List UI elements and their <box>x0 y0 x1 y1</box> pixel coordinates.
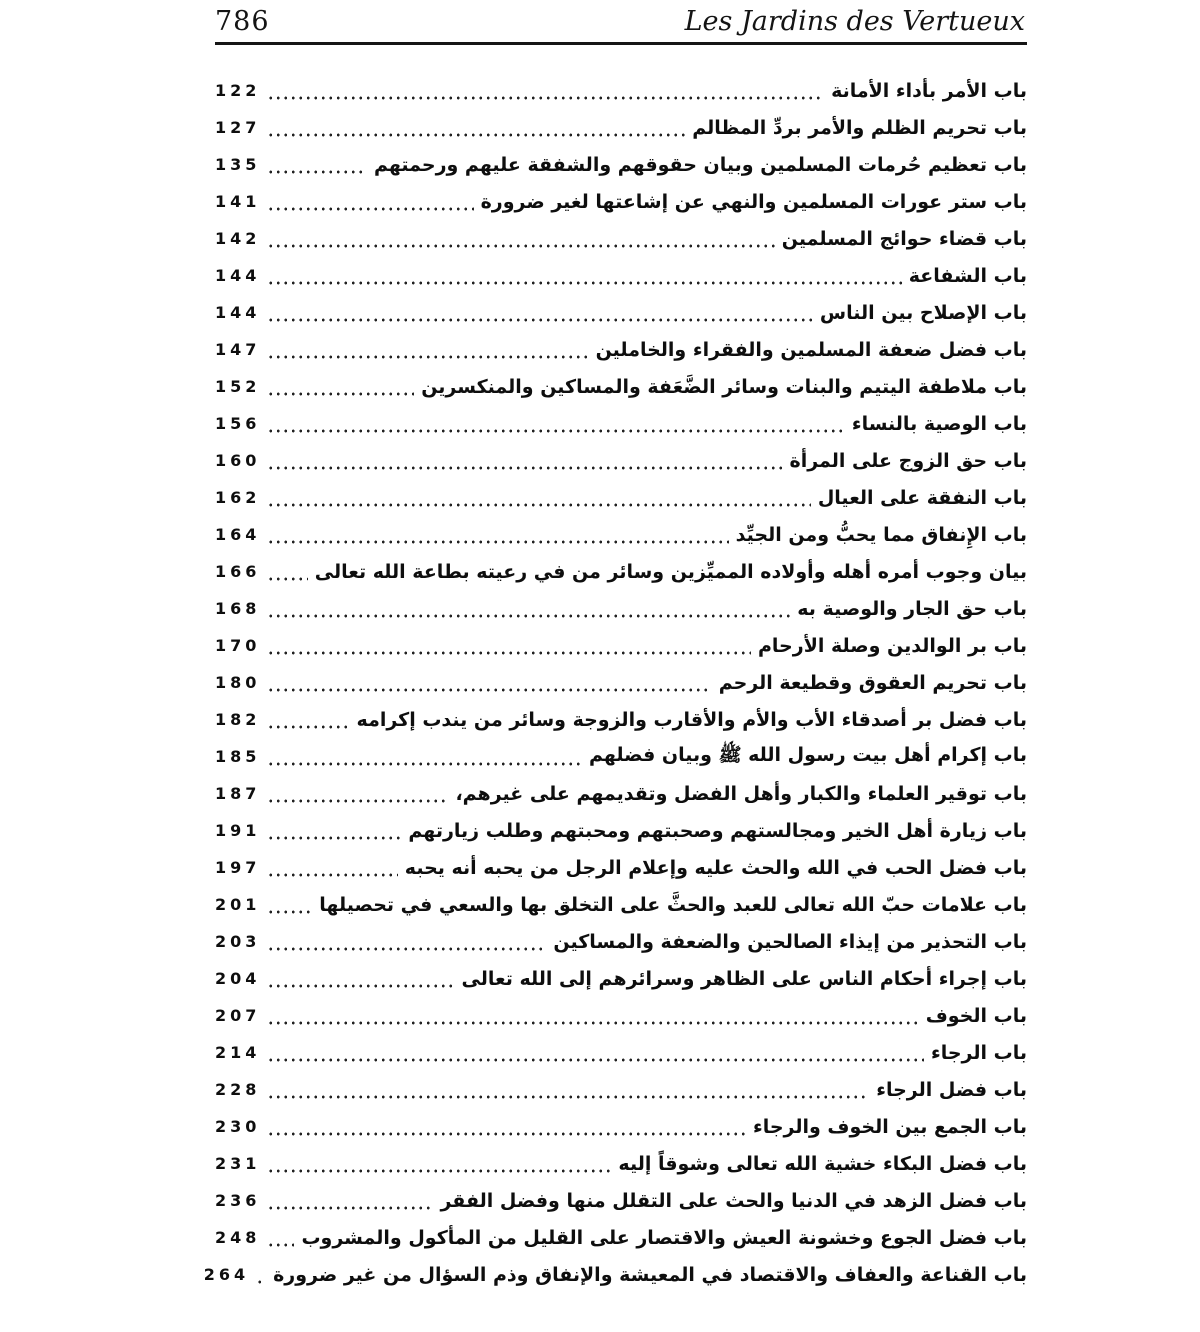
toc-entry <box>215 997 1027 1034</box>
toc-entry-title: باب إجراء أحكام الناس على الظاهر وسرائرهم إلى الله تعالى <box>461 967 1027 990</box>
dotted-leader <box>267 590 790 627</box>
dotted-leader <box>267 553 307 590</box>
header-rule <box>215 42 1027 45</box>
dotted-leader <box>267 886 312 923</box>
toc-entry-page: 197 <box>215 858 261 877</box>
folio-page-number: 786 <box>215 6 270 37</box>
toc-entry <box>215 1108 1027 1145</box>
dotted-leader <box>267 1108 746 1145</box>
toc-entry <box>215 812 1027 849</box>
toc-entry-title: باب الأمر بأداء الأمانة <box>831 79 1027 102</box>
toc-entry-page: 135 <box>215 155 261 174</box>
toc-entry <box>215 72 1027 109</box>
dotted-leader <box>267 442 782 479</box>
toc-entry-page: 166 <box>215 562 261 581</box>
dotted-leader <box>267 479 810 516</box>
dotted-leader <box>267 1182 433 1219</box>
toc-entry-page: 228 <box>215 1080 261 1099</box>
dotted-leader <box>256 1256 266 1293</box>
toc-entry-title: باب الجمع بين الخوف والرجاء <box>752 1115 1027 1138</box>
toc-entry <box>215 220 1027 257</box>
toc-entry <box>215 1071 1027 1108</box>
toc-entry <box>215 405 1027 442</box>
toc-entry <box>215 479 1027 516</box>
toc-entry-page: 141 <box>215 192 261 211</box>
toc-entry <box>215 886 1027 923</box>
toc-entry-page: 180 <box>215 673 261 692</box>
page-content <box>203 6 1027 1293</box>
dotted-leader <box>267 701 349 738</box>
toc-entry-page: 144 <box>215 266 261 285</box>
toc-entry-page: 191 <box>215 821 261 840</box>
dotted-leader <box>267 183 473 220</box>
toc-entry <box>215 1034 1027 1071</box>
toc-entry-title: باب التحذير من إيذاء الصالحين والضعفة والمساكين <box>553 930 1027 953</box>
dotted-leader <box>267 997 918 1034</box>
toc-entry <box>215 368 1027 405</box>
toc-entry-title: باب إكرام أهل بيت رسول الله ﷺ وبيان فضلهم <box>588 743 1027 766</box>
toc-entry-page: 156 <box>215 414 261 433</box>
toc-entry <box>215 849 1027 886</box>
dotted-leader <box>267 627 751 664</box>
toc-entry <box>215 146 1027 183</box>
toc-entry-page: 248 <box>215 1228 261 1247</box>
toc-entry-page: 182 <box>215 710 261 729</box>
toc-entry <box>215 516 1027 553</box>
toc-entry-page: 204 <box>215 969 261 988</box>
toc-entry-page: 162 <box>215 488 261 507</box>
toc-entry-title: باب قضاء حوائج المسلمين <box>781 227 1027 250</box>
toc-entry-title: باب فضل ضعفة المسلمين والفقراء والخاملين <box>595 338 1027 361</box>
toc-entry <box>215 775 1027 812</box>
toc-entry-title: باب ستر عورات المسلمين والنهي عن إشاعتها لغير ضرورة <box>480 190 1027 213</box>
toc-entry-title: باب فضل الزهد في الدنيا والحث على التقلل منها وفضل الفقر <box>440 1189 1027 1212</box>
dotted-leader <box>267 109 685 146</box>
toc-entry <box>215 590 1027 627</box>
dotted-leader <box>267 1071 869 1108</box>
toc-entry <box>203 1256 1027 1293</box>
dotted-leader <box>267 368 414 405</box>
toc-list <box>203 72 1027 1293</box>
toc-entry-title: باب الشفاعة <box>908 264 1027 287</box>
toc-entry-page: 164 <box>215 525 261 544</box>
dotted-leader <box>267 516 728 553</box>
dotted-leader <box>267 849 397 886</box>
toc-entry-page: 203 <box>215 932 261 951</box>
toc-entry <box>215 960 1027 997</box>
dotted-leader <box>267 1145 611 1182</box>
dotted-leader <box>267 220 774 257</box>
dotted-leader <box>267 146 367 183</box>
toc-entry-title: باب توقير العلماء والكبار وأهل الفضل وتقديمهم على غيرهم، <box>455 782 1027 805</box>
toc-entry-title: باب القناعة والعفاف والاقتصاد في المعيشة والإنفاق وذم السؤال من غير ضرورة <box>273 1263 1027 1286</box>
dotted-leader <box>267 405 844 442</box>
toc-entry <box>215 553 1027 590</box>
toc-entry-page: 230 <box>215 1117 261 1136</box>
book-title: Les Jardins des Vertueux <box>684 6 1025 37</box>
toc-entry-title: باب فضل الحب في الله والحث عليه وإعلام الرجل من يحبه أنه يحبه <box>404 856 1027 879</box>
toc-entry-title: باب فضل الجوع وخشونة العيش والاقتصار على القليل من المأكول والمشروب <box>301 1226 1027 1249</box>
dotted-leader <box>267 72 824 109</box>
toc-entry-title: بيان وجوب أمره أهله وأولاده المميِّزين وسائر من في رعيته بطاعة الله تعالى <box>314 560 1027 583</box>
dotted-leader <box>267 738 582 775</box>
toc-entry <box>215 294 1027 331</box>
dotted-leader <box>267 294 813 331</box>
toc-entry <box>215 1219 1027 1256</box>
dotted-leader <box>267 775 448 812</box>
toc-entry-page: 207 <box>215 1006 261 1025</box>
dotted-leader <box>267 1219 294 1256</box>
dotted-leader <box>267 923 546 960</box>
toc-entry-page: 236 <box>215 1191 261 1210</box>
toc-entry-page: 144 <box>215 303 261 322</box>
toc-entry <box>215 701 1027 738</box>
toc-entry-title: باب الرجاء <box>931 1041 1027 1064</box>
toc-entry <box>215 1182 1027 1219</box>
toc-entry-page: 142 <box>215 229 261 248</box>
toc-entry-title: باب ملاطفة اليتيم والبنات وسائر الضَّعَفة والمساكين والمنكسرين <box>421 375 1027 398</box>
toc-entry <box>215 183 1027 220</box>
toc-entry-title: باب الوصية بالنساء <box>851 412 1027 435</box>
toc-entry-page: 152 <box>215 377 261 396</box>
toc-entry-title: باب فضل البكاء خشية الله تعالى وشوقاً إليه <box>618 1152 1027 1175</box>
toc-entry-page: 160 <box>215 451 261 470</box>
toc-entry-title: باب النفقة على العيال <box>817 486 1027 509</box>
dotted-leader <box>267 812 401 849</box>
toc-entry <box>215 923 1027 960</box>
toc-entry-title: باب فضل بر أصدقاء الأب والأم والأقارب والزوجة وسائر من يندب إكرامه <box>356 708 1027 731</box>
toc-entry-title: باب بر الوالدين وصلة الأرحام <box>758 634 1027 657</box>
toc-entry-title: باب فضل الرجاء <box>876 1078 1027 1101</box>
toc-entry-page: 214 <box>215 1043 261 1062</box>
toc-entry-page: 122 <box>215 81 261 100</box>
toc-entry-title: باب الإصلاح بين الناس <box>819 301 1027 324</box>
toc-entry-title: باب حق الجار والوصية به <box>797 597 1027 620</box>
dotted-leader <box>267 960 454 997</box>
toc-entry-page: 170 <box>215 636 261 655</box>
toc-entry-page: 127 <box>215 118 261 137</box>
toc-entry <box>215 109 1027 146</box>
toc-entry-title: باب الإِنفاق مما يحبُّ ومن الجيِّد <box>735 523 1027 546</box>
toc-entry-page: 231 <box>215 1154 261 1173</box>
running-header <box>215 6 1027 37</box>
toc-entry-page: 185 <box>215 747 261 766</box>
toc-entry-title: باب علامات حبّ الله تعالى للعبد والحثَّ على التخلق بها والسعي في تحصيلها <box>319 893 1027 916</box>
toc-entry-title: باب زيارة أهل الخير ومجالستهم وصحبتهم ومحبتهم وطلب زيارتهم <box>408 819 1027 842</box>
toc-entry-page: 187 <box>215 784 261 803</box>
toc-entry <box>215 257 1027 294</box>
toc-entry <box>215 738 1027 775</box>
toc-entry-page: 147 <box>215 340 261 359</box>
toc-entry-page: 201 <box>215 895 261 914</box>
dotted-leader <box>267 331 588 368</box>
toc-entry <box>215 442 1027 479</box>
toc-entry <box>215 1145 1027 1182</box>
toc-entry <box>215 627 1027 664</box>
toc-entry <box>215 331 1027 368</box>
toc-entry <box>215 664 1027 701</box>
toc-entry-title: باب تحريم الظلم والأمر بردِّ المظالم <box>692 116 1027 139</box>
toc-entry-page: 264 <box>203 1265 250 1284</box>
dotted-leader <box>267 257 901 294</box>
toc-entry-title: باب حق الزوج على المرأة <box>789 449 1027 472</box>
toc-entry-page: 168 <box>215 599 261 618</box>
dotted-leader <box>267 664 711 701</box>
toc-entry-title: باب الخوف <box>925 1004 1027 1027</box>
toc-entry-title: باب تحريم العقوق وقطيعة الرحم <box>718 671 1027 694</box>
dotted-leader <box>267 1034 924 1071</box>
toc-entry-title: باب تعظيم حُرمات المسلمين وبيان حقوقهم والشفقة عليهم ورحمتهم <box>373 153 1027 176</box>
